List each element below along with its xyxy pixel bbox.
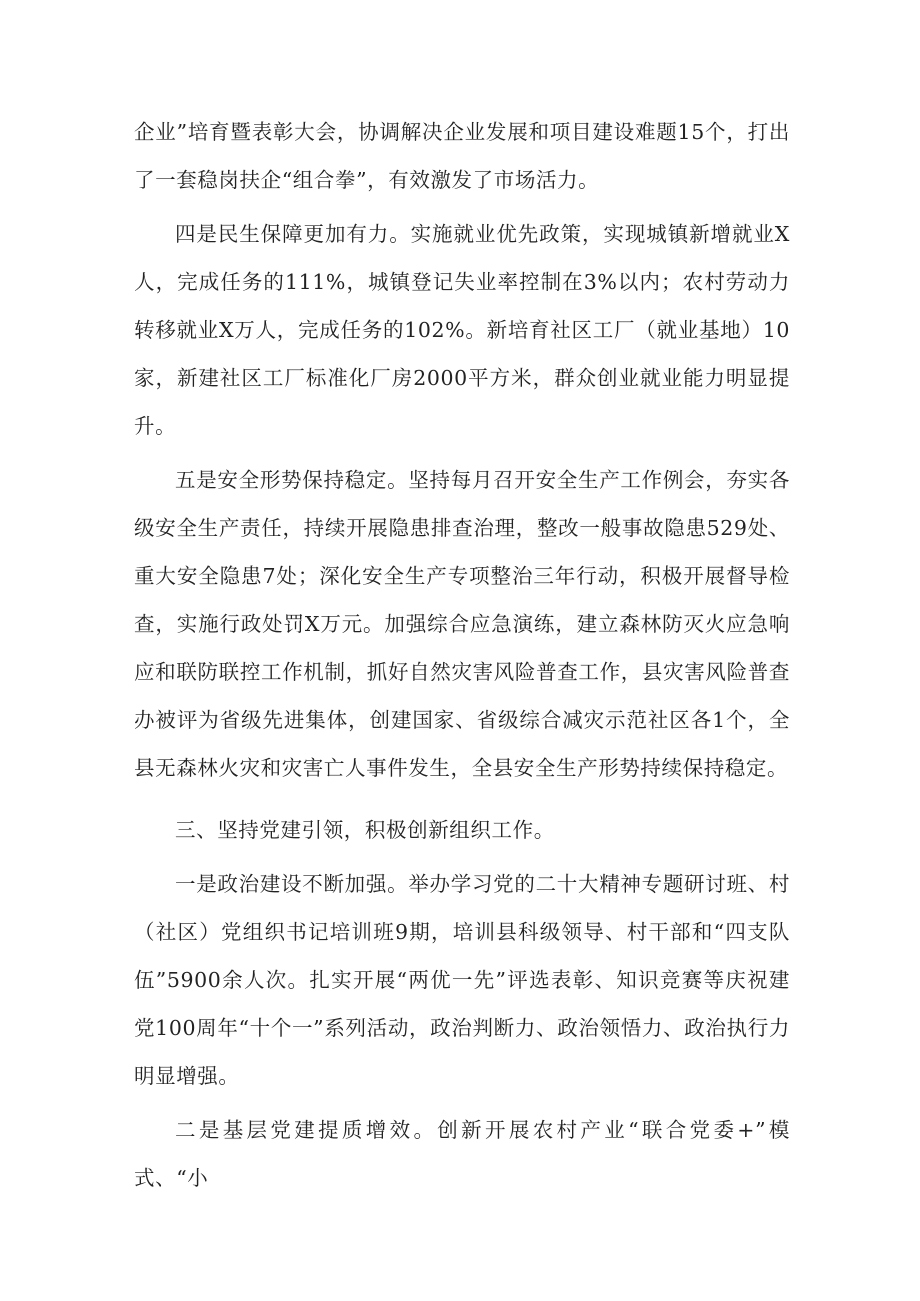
paragraph-livelihood: 四是民生保障更加有力。实施就业优先政策，实现城镇新增就业X人，完成任务的111%，城镇登记失业率控制在3%以内；农村劳动力转移就业X万人，完成任务的102%。新培育社区工厂（就业基地）10家，新建社区工厂标准化厂房2000平方米，群众创业就业能力明显提升。 [134, 222, 790, 438]
paragraph-grassroots: 二是基层党建提质增效。创新开展农村产业“联合党委+”模式、“小 [134, 1118, 790, 1190]
paragraph-political-building: 一是政治建设不断加强。举办学习党的二十大精神专题研讨班、村（社区）党组织书记培训班9期，培训县科级领导、村干部和“四支队伍”5900余人次。扎实开展“两优一先”评选表彰、知识竞赛等庆祝建党100周年“十个一”系列活动，政治判断力、政治领悟力、政治执行力明显增强。 [134, 872, 790, 1088]
paragraph-continuation: 企业”培育暨表彰大会，协调解决企业发展和项目建设难题15个，打出了一套稳岗扶企“组合拳”，有效激发了市场活力。 [134, 120, 790, 192]
paragraph-safety: 五是安全形势保持稳定。坚持每月召开安全生产工作例会，夯实各级安全生产责任，持续开展隐患排查治理，整改一般事故隐患529处、重大安全隐患7处；深化安全生产专项整治三年行动，积极开展督导检查，实施行政处罚X万元。加强综合应急演练，建立森林防灭火应急响应和联防联控工作机制，抓好自然灾害风险普查工作，县灾害风险普查办被评为省级先进集体，创建国家、省级综合减灾示范社区各1个，全县无森林火灾和灾害亡人事件发生，全县安全生产形势持续保持稳定。 [134, 468, 790, 780]
document-body [134, 108, 790, 1202]
section-heading: 三、坚持党建引领，积极创新组织工作。 [175, 818, 555, 842]
